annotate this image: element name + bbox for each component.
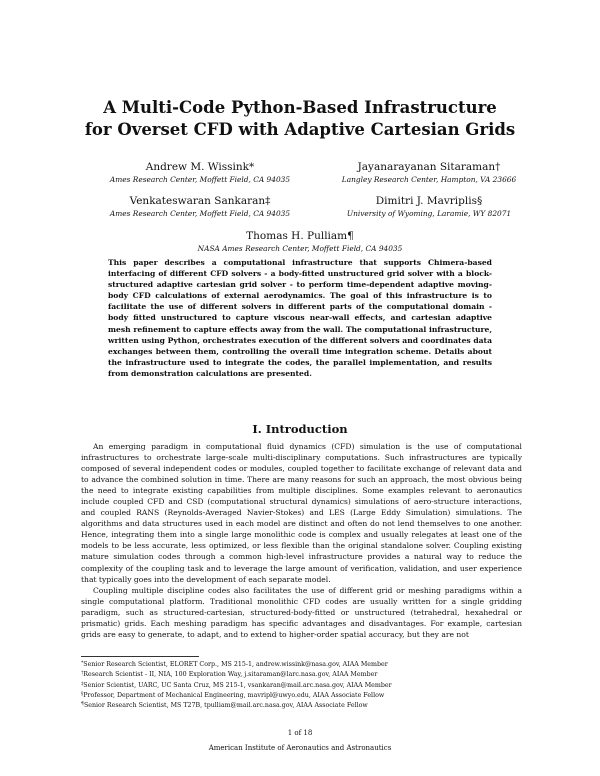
footnote (81, 680, 522, 690)
abstract-text: This paper describes a computational infrastructure that supports Chimera-based interfacing of different CFD solvers - a body-fitted unstructured grid solver with a block-structured adaptive cartesian grid solver - to perform time-dependent adaptive moving-body CFD calculations of external aerodynamics. The goal of this infrastructure is to facilitate the use of different solvers in different parts of the computational domain - body fitted unstructured to capture viscous near-wall effects, and cartesian adaptive mesh refinement to capture effects away from the wall. The computational infrastructure, written using Python, orchestrates execution of the different solvers and coordinates data exchanges between them, controlling the overall time integration scheme. Details about the infrastructure used to integrate the codes, the parallel implementation, and results from demonstration calculations are presented. (108, 258, 492, 378)
footnote (81, 690, 522, 700)
paragraph: Coupling multiple discipline codes also facilitates the use of different grid or meshing paradigms within a single computational platform. Traditional monolithic CFD codes are usually written for a single gridding paradigm, such as structured-cartesian, structured-body-fitted or unstructured (tetrahedral, hexahedral or prismatic) grids. Each meshing paradigm has specific advantages and disadvantages. For example, cartesian grids are easy to generate, to adapt, and to extend to higher-order spatial accuracy, but they are not (81, 585, 522, 639)
author-block-5 (150, 230, 450, 254)
author-affiliation: NASA Ames Research Center, Moffett Field, CA 94035 (197, 244, 403, 253)
author-name: Thomas H. Pulliam¶ (246, 230, 354, 242)
footnote (81, 700, 522, 710)
author-name: Jayanarayanan Sitaraman† (357, 161, 501, 173)
title-line-2: for Overset CFD with Adaptive Cartesian Grids (84, 120, 516, 139)
section-heading: I. Introduction (252, 422, 348, 436)
author-block-2 (314, 161, 544, 185)
footnote (81, 659, 522, 669)
footnote-mark: * (81, 661, 84, 666)
author-name: Dimitri J. Mavriplis§ (375, 195, 483, 207)
footnote-divider (81, 656, 199, 657)
author-name: Andrew M. Wissink* (145, 161, 255, 173)
page-number: 1 of 18 (287, 729, 313, 737)
footnote-text: Professor, Department of Mechanical Engineering, mavripl@uwyo.edu, AIAA Associate Fellow (83, 691, 385, 699)
title-line-1: A Multi-Code Python-Based Infrastructure (103, 98, 497, 117)
footnote-text: Senior Research Scientist, MS T27B, tpulliam@mail.arc.nasa.gov, AIAA Associate Fellow (83, 702, 368, 710)
footnote-mark: § (81, 691, 84, 697)
author-affiliation: Ames Research Center, Moffett Field, CA 94035 (109, 175, 291, 184)
footnote (81, 669, 522, 679)
footnote-text: Senior Research Scientist, ELORET Corp., MS 215-1, andrew.wissink@nasa.gov, AIAA Member (83, 661, 388, 668)
footnote-text: Research Scientist - II, NIA, 100 Exploration Way, j.sitaraman@larc.nasa.gov, AIAA Member (83, 671, 378, 679)
footnote-text: Senior Scientist, UARC, UC Santa Cruz, MS 215-1, vsankaran@mail.arc.nasa.gov, AIAA Member (83, 681, 392, 689)
author-affiliation: Langley Research Center, Hampton, VA 23666 (341, 175, 517, 184)
footnotes (81, 659, 522, 710)
footnote-mark: † (81, 671, 84, 677)
author-block-1 (100, 161, 300, 185)
abstract (108, 257, 492, 379)
author-block-3 (100, 195, 300, 219)
author-block-4 (314, 195, 544, 219)
paragraph: An emerging paradigm in computational fluid dynamics (CFD) simulation is the use of computational infrastructures to orchestrate large-scale multi-disciplinary computations. Such infrastructures are typically composed of several independent codes or modules, coupled together to facilitate exchange of relevant data and to advance the combined solution in time. There are many reasons for such an approach, the most obvious being the need to integrate existing capabilities from multiple disciplines. Some examples relevant to aeronautics include coupled CFD and CSD (computational structural dynamics) simulations of aero-structure interactions, and coupled RANS (Reynolds-Averaged Navier-Stokes) and LES (Large Eddy Simulation) simulations. The algorithms and data structures used in each model are distinct and often do not lend themselves to one another. Hence, integrating them into a single large monolithic code is complex and usually relegates at least one of the models to be less accurate, less optimized, or less flexible than the original standalone solver. Coupling existing mature simulation codes through a common high-level infrastructure provides a natural way to reduce the complexity of the coupling task and to leverage the large amount of verification, validation, and user experience that typically goes into the development of each separate model. (81, 442, 522, 584)
author-name: Venkateswaran Sankaran‡ (129, 195, 271, 207)
paper-title (0, 97, 600, 141)
journal-footer: American Institute of Aeronautics and Astronautics (208, 744, 392, 752)
author-affiliation: University of Wyoming, Laramie, WY 82071 (346, 209, 512, 218)
author-affiliation: Ames Research Center, Moffett Field, CA 94035 (109, 209, 291, 218)
body-text (81, 441, 522, 640)
footnote-mark: ¶ (81, 702, 84, 708)
footnote-mark: ‡ (81, 681, 84, 687)
